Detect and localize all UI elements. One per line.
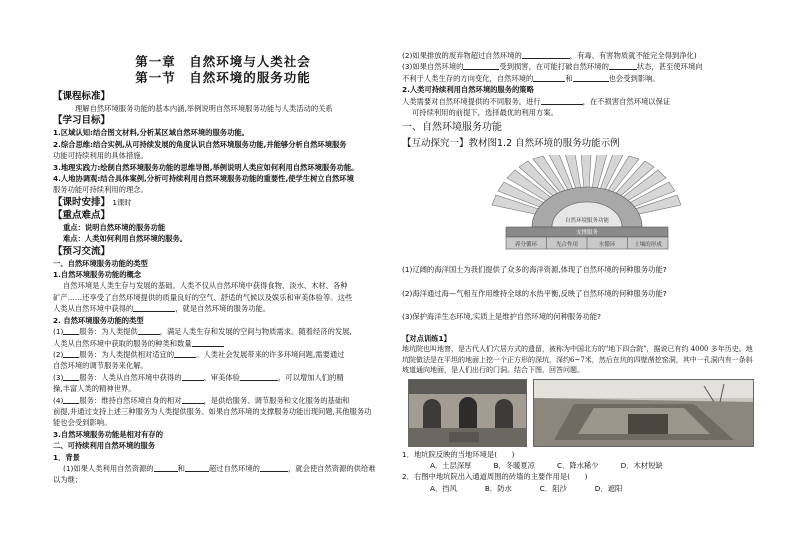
goal-1: 1.区域认知:结合图文材料,分析某区域自然环境的服务功能。 [53,128,249,138]
left-column [53,40,393,486]
mcq-1-option-d[interactable]: D．木材短缺 [620,460,663,470]
preview-line-3b: 矿产……还享受了自然环境提供的质量良好的空气、舒适的气候以及娱乐和审美体验等。这些 [53,292,353,302]
preview-line-14: 3.自然环境服务功能是相对有存的 [53,429,164,439]
goal-4a: 4.人地协调观:结合具体案例,分析可持续利用自然环境服务功能的重要性,使学生树立自然环境 [53,174,354,184]
diagram-box-water-cycle: 水循环 [598,242,616,249]
preview-line-16: 1．背景 [53,452,80,462]
section-heading-1: 一、自然环境服务功能 [402,122,502,134]
preview-line-6 [53,338,393,349]
preview-line-18: 以为继； [53,475,83,485]
item-text: (3)如果自然环境的 [402,62,464,72]
mcq-2-option-c[interactable]: C．阻沙 [539,483,567,493]
diagram-arc-label: 自然环境服务功能 [564,218,609,225]
services-diagram [472,155,702,255]
preview-line-3c [53,303,393,314]
blank[interactable] [138,326,160,335]
blank[interactable] [185,463,209,472]
item-text-end: ，在不损害自然环境以保证 [582,96,671,106]
preview-line-5 [53,326,393,337]
item-text: 超过自然环境的 [208,463,260,473]
chapter-title: 第一章 自然环境与人类社会 [135,54,311,69]
item-text: 受到损害，在可能打破自然环境的 [499,62,609,72]
item-text-end: ，满足人类生存和发展的空间与物质需求。随着经济的发展, [159,327,352,337]
blank[interactable] [192,338,224,347]
blank[interactable] [182,372,204,381]
item-text-mid: 、审美体验 [203,372,240,382]
mcq-2-option-a[interactable]: A．挡风 [430,483,457,493]
right-line-5 [402,96,754,107]
blank[interactable] [63,326,79,335]
entrance-passage-photo [533,379,754,447]
preview-heading: 【预习交流】 [53,245,111,257]
photo-row [408,379,754,447]
preview-line-10: 操,丰富人类的精神世界。 [53,384,136,394]
preview-line-12: 前提,并通过支持上述三种服务为人类提供服务。如果自然环境的支撑服务功能出现问题,其他服务功 [53,406,372,416]
diagram-box-soil: 土壤的形成 [634,242,662,249]
mcq-2: 2．右图中地坑院出入通道周围的砖墙的主要作用是( ) [402,472,588,482]
hours-value: 1课时 [112,197,132,207]
right-line-6: 可持续利用的前提下，选择最优的利用方案。 [412,108,558,118]
preview-line-3a: 自然环境是人类生存与发展的基础。人类不仅从自然环境中获得食物、淡水、木材、各种 [63,281,348,291]
preview-line-15: 二、可持续利用自然环境的服务 [53,441,156,451]
diagram-support-label: 支撑服务 [575,230,598,237]
right-line-2 [402,61,754,72]
question-1: (1)辽阔的海洋国土为我们提供了众多的海洋资源,体现了自然环境的何种服务功能? [402,265,667,275]
item-text: 服务：维持自然环境自身的相对 [79,395,182,405]
entrance-passage-image [534,380,754,446]
item-text: 服务：为人类提供 [79,327,138,337]
item-text-end: 也会受到影响。 [608,73,660,83]
preview-line-2: 1.自然环境服务功能的概念 [53,270,142,280]
hours-line [53,196,393,209]
question-3: (3)保护海洋生态环境,实质上是维护自然环境的何种服务功能? [402,312,601,322]
right-column [402,50,754,494]
mcq-1-option-a[interactable]: A．土层深厚 [430,460,472,470]
diagram-box-nutrient: 养分循环 [514,242,537,249]
right-line-4: 2.人类可持续利用自然环境的服务的策略 [402,85,534,95]
cave-courtyard-photo [408,379,527,447]
item-text: (2)如果排放的废弃物超过自然环境的 [402,51,522,60]
diagram-box-photosynthesis: 光合作用 [555,242,578,249]
item-text-end: ，可以增加人们的精 [277,372,344,382]
item-text: (1)如果人类利用自然资源的 [63,463,154,473]
item-text: 人类需要对自然环境提供的不同服务，进行 [402,96,541,106]
item-text-end: 状态，甚至使环境向 [636,62,703,72]
hours-heading: 【课时安排】 [53,196,111,208]
preview-3c-after: ，就是自然环境的服务功能。 [175,304,271,314]
blank[interactable] [133,303,175,312]
difficult-point: 难点：人类如何利用自然环境的服务。 [63,234,188,244]
explore-heading: 【互动探究一】教材图1.2 自然环境的服务功能示例 [402,138,620,150]
blank[interactable] [63,395,79,404]
preview-line-8: 自然环境的调节服务来化解。 [53,361,148,371]
preview-line-11 [53,395,393,406]
mcq-2-option-b[interactable]: B．防水 [484,483,512,493]
blank[interactable] [260,463,288,472]
mcq-2-options [402,483,754,494]
blank[interactable] [63,372,79,381]
preview-line-4: 2. 自然环境服务功能的类型 [53,315,144,325]
mcq-1-option-c[interactable]: C．降水稀少 [556,460,599,470]
blank[interactable] [573,73,609,82]
goal-2b: 功能可持续利用的具体措施。 [53,151,148,161]
item-num: (2) [53,349,64,359]
practice-heading: 【对点训练1】 [402,333,451,343]
item-text: 和 [565,73,573,83]
preview-line-13: 能也会受到影响。 [53,418,112,428]
preview-line-1: 一、自然环境服务功能的类型 [53,258,148,268]
right-line-3 [402,73,754,84]
mcq-1-option-b[interactable]: B．冬暖夏凉 [493,460,535,470]
item-text: 不利于人类生存的方向变化，自然环境的 [402,73,534,83]
section-title: 第一节 自然环境的服务功能 [135,70,311,85]
blank[interactable] [63,349,79,358]
practice-text: 地坑院也叫地窨，是古代人们穴居方式的遗留，被称为中国北方的"地下四合院"，据说已有约 4000 多年历史。地坑院做法是在平坦的地面上挖一个正方形的深坑，深约6~7米，然后在坑的四壁凿挖窑洞，其中一孔洞内有一条斜坡道通向地面，是人们出行的门洞。结合下图，回答问题。 [402,345,753,375]
question-2: (2)海洋通过海—气相互作用维持全球的水热平衡,反映了自然环境的何种服务功能? [402,288,667,298]
item-num: (3) [53,372,64,382]
item-text-end: ，是供给服务、调节服务和文化服务的基础和 [203,395,350,405]
mcq-2-option-d[interactable]: D．遮阳 [594,483,623,493]
item-num: (1) [53,327,64,337]
item-text-end: ，就会使自然资源的供给难 [287,463,376,473]
key-heading: 【重点难点】 [53,209,111,221]
key-point: 重点：说明自然环境的服务功能 [63,222,166,232]
item-num: (4) [53,395,64,405]
goal-2a: 2.综合思维:结合实例,从可持续发展的角度认识自然环境服务功能,并能够分析自然环境服务 [53,139,347,149]
mcq-1: 1．地坑院反映的当地环境是( ) [402,449,515,459]
blank[interactable] [533,73,565,82]
preview-3c-text: 人类从自然环境中获得的 [53,304,134,314]
item-text: 服务：人类从自然环境中获得的 [79,372,182,382]
right-line-1 [402,50,754,61]
item-text: 人类从自然环境中获取的服务的种类和数量 [53,338,192,348]
goals-heading: 【学习目标】 [53,115,111,127]
blank[interactable] [174,349,196,358]
preview-line-17 [53,463,393,474]
mcq-1-options [402,460,754,471]
preview-line-9 [53,372,393,383]
item-text: 服务：为人类提供相对适宜的 [79,349,175,359]
goal-4b: 服务功能可持续利用的理念。 [53,185,148,195]
blank[interactable] [240,372,278,381]
blank[interactable] [522,50,570,59]
goal-3: 3.地理实践力:绘制自然环境服务功能的思维导图,举例说明人类应如何利用自然环境服务功能。 [53,162,359,172]
blank[interactable] [154,463,178,472]
blank[interactable] [182,395,204,404]
item-text-end: 。人类社会发展带来的许多环境问题,需要通过 [196,349,345,359]
standard-heading: 【课程标准】 [53,91,111,102]
item-text: 和 [177,463,185,473]
cave-courtyard-image [409,380,527,446]
preview-line-7 [53,349,393,360]
blank[interactable] [609,61,637,70]
standard-text: 理解自然环境服务功能的基本内涵,举例说明自然环境服务功能与人类活动的关系 [75,104,333,113]
item-text-end: ，有毒、有害物质就不能完全得到净化) [569,51,697,60]
blank[interactable] [541,96,583,105]
blank[interactable] [463,61,499,70]
